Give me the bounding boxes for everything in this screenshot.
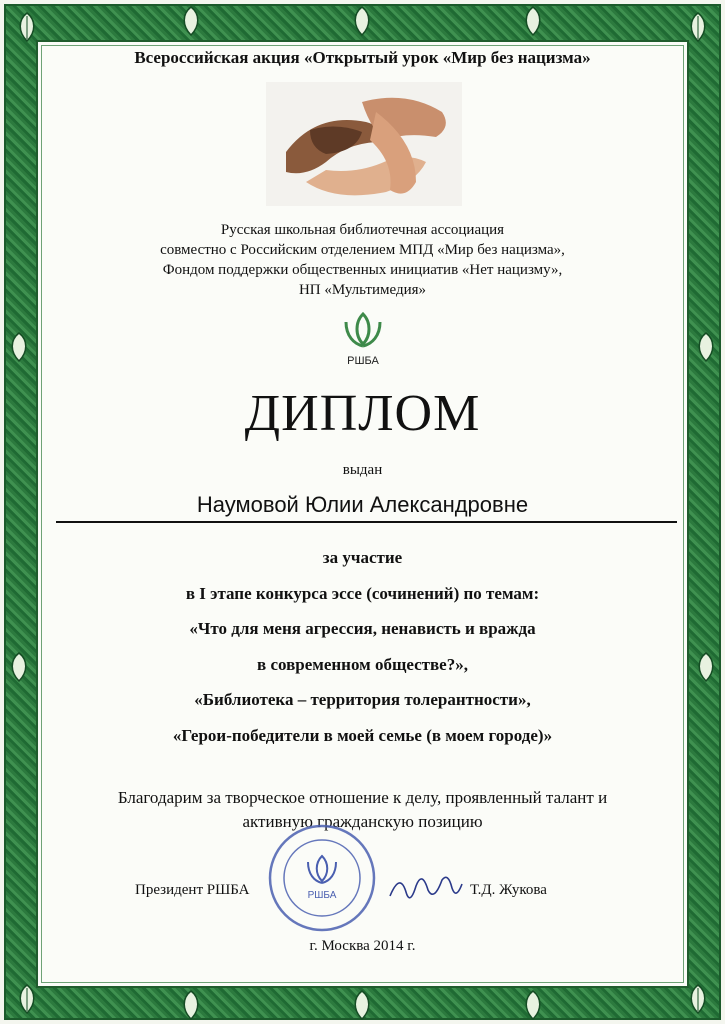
leaf-ornament-icon bbox=[2, 330, 36, 364]
leaf-ornament-icon bbox=[10, 10, 44, 44]
joined-hands-image bbox=[266, 82, 462, 206]
thanks-line: активную гражданскую позицию bbox=[242, 812, 483, 831]
participation-block bbox=[40, 540, 685, 753]
organizer-line: Фондом поддержки общественных инициатив «Нет нацизму», bbox=[162, 262, 563, 278]
leaf-ornament-icon bbox=[174, 4, 208, 38]
organizer-line: совместно с Российским отделением МПД «Мир без нацизма», bbox=[160, 242, 565, 258]
leaf-ornament-icon bbox=[174, 988, 208, 1022]
city-year: г. Москва 2014 г. bbox=[309, 938, 416, 954]
diploma-content bbox=[40, 44, 685, 984]
action-title: Всероссийская акция «Открытый урок «Мир без нацизма» bbox=[134, 48, 591, 67]
rshba-logo-icon bbox=[340, 308, 386, 368]
organizer-line: НП «Мультимедия» bbox=[298, 282, 427, 298]
recipient-name: Наумовой Юлии Александровне bbox=[196, 492, 529, 517]
participation-line: «Герои-победители в моей семье (в моем городе)» bbox=[172, 725, 553, 745]
signer-name: Т.Д. Жукова bbox=[470, 882, 547, 898]
organizers-block bbox=[40, 220, 685, 300]
thanks-line: Благодарим за творческое отношение к делу, проявленный талант и bbox=[117, 788, 608, 807]
participation-line: за участие bbox=[322, 548, 403, 567]
leaf-ornament-icon bbox=[681, 10, 715, 44]
leaf-ornament-icon bbox=[345, 988, 379, 1022]
participation-line: в современном обществе?», bbox=[257, 654, 468, 674]
name-underline bbox=[56, 521, 677, 523]
leaf-ornament-icon bbox=[2, 650, 36, 684]
leaf-ornament-icon bbox=[689, 650, 723, 684]
participation-line: в I этапе конкурса эссе (сочинений) по темам: bbox=[185, 583, 540, 603]
signature-row bbox=[40, 882, 685, 912]
leaf-ornament-icon bbox=[345, 4, 379, 38]
organizer-line: Русская школьная библиотечная ассоциация bbox=[220, 222, 505, 238]
leaf-ornament-icon bbox=[516, 988, 550, 1022]
official-stamp bbox=[266, 822, 378, 934]
logo-text: РШБА bbox=[347, 355, 379, 367]
issued-label: выдан bbox=[342, 462, 383, 478]
diploma-title: ДИПЛОМ bbox=[244, 385, 481, 442]
participation-line: «Что для меня агрессия, ненависть и вражда bbox=[189, 619, 536, 638]
leaf-ornament-icon bbox=[516, 4, 550, 38]
leaf-ornament-icon bbox=[689, 330, 723, 364]
president-title: Президент РШБА bbox=[135, 882, 250, 898]
leaf-ornament-icon bbox=[10, 982, 44, 1016]
stamp-logo-text: РШБА bbox=[307, 890, 337, 901]
leaf-ornament-icon bbox=[681, 982, 715, 1016]
participation-line: «Библиотека – территория толерантности», bbox=[194, 690, 531, 709]
